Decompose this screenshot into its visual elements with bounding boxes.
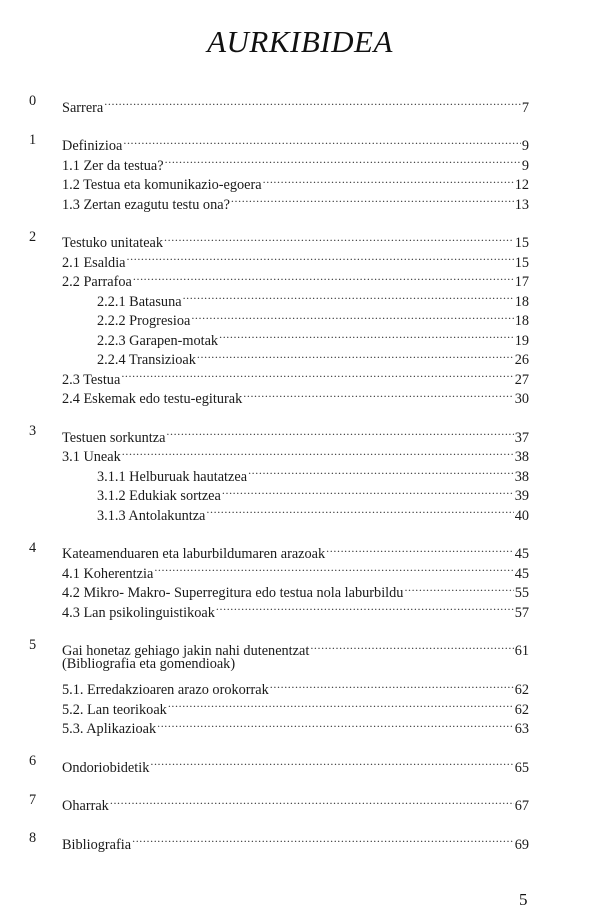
dot-leader [110,791,514,811]
entry-title: Definizioa [62,138,123,154]
dot-leader [310,636,513,656]
dot-leader [127,247,514,267]
entry-page-number: 30 [514,391,529,407]
toc-entry[interactable] [0,325,600,349]
entry-title: Oharrak [62,798,109,814]
toc-entry[interactable] [0,364,600,388]
page-title: AURKIBIDEA [207,24,393,59]
dot-leader [404,578,513,598]
dot-leader [263,170,514,190]
entry-page-number: 45 [514,565,529,582]
entry-page-number: 15 [514,254,529,271]
entry-page-number: 13 [514,196,529,213]
entry-page-number: 12 [514,177,529,193]
dot-leader [104,92,521,112]
toc-entry[interactable] [0,539,600,562]
dot-leader [121,364,513,384]
entry-title: 1.2 Testua eta komunikazio-egoera [62,177,262,193]
dot-leader [183,286,514,306]
entry-page-number: 69 [514,836,529,853]
entry-page-number: 7 [521,99,529,116]
entry-page-number: 18 [514,313,529,329]
entry-title: 3.1.1 Helburuak hautatzea [97,468,248,485]
chapter-number: 7 [29,791,37,808]
toc-entry[interactable] [0,442,600,465]
entry-line [62,829,529,855]
dot-leader [197,345,514,365]
entry-page-number: 45 [514,546,529,562]
toc-entry[interactable] [0,267,600,290]
toc-section [0,829,600,853]
entry-title: 2.2.4 Transizioak [97,352,196,368]
toc-section [0,131,600,213]
entry-line [62,384,529,410]
chapter-number: 1 [29,131,37,148]
entry-title: 1.1 Zer da testua? [62,157,164,174]
entry-title: 3.1.2 Edukiak sortzea [97,488,221,504]
toc-section [0,636,600,737]
entry-title: 4.2 Mikro- Makro- Superregitura edo testua nola laburbildu [62,585,404,601]
toc-entry[interactable] [0,422,600,446]
entry-title: Ondoriobidetik [62,759,150,776]
toc-entry[interactable] [0,752,600,776]
entry-line [62,655,529,675]
dot-leader [154,558,513,578]
toc-entry[interactable] [0,345,600,368]
toc-entry[interactable] [0,694,600,718]
toc-entry[interactable] [0,228,600,251]
toc-entry[interactable] [0,131,600,154]
entry-title: 3.1.3 Antolakuntza [97,507,206,524]
dot-leader [122,442,514,462]
toc-entry[interactable] [0,558,600,582]
dot-leader [191,306,513,326]
entry-title: Kateamenduaren eta laburbildumaren arazoak [62,546,326,562]
entry-page-number: 27 [514,371,529,388]
entry-line [62,189,529,215]
entry-title: 4.3 Lan psikolinguistikoak [62,604,215,621]
toc-entry[interactable] [0,306,600,329]
dot-leader [231,189,514,209]
chapter-number: 5 [29,636,37,653]
chapter-number: 0 [29,93,37,109]
dot-leader [243,384,513,404]
entry-title: 4.1 Koherentzia [62,565,154,582]
entry-title: Gai honetaz gehiago jakin nahi dutenentzat [62,643,310,659]
dot-leader [219,325,514,345]
entry-page-number: 15 [514,235,529,251]
toc-entry[interactable] [0,578,600,601]
toc-entry[interactable] [0,500,600,524]
entry-page-number: 38 [514,449,529,465]
entry-page-number: 40 [514,507,529,524]
toc-entry[interactable] [0,597,600,621]
toc-section [0,539,600,621]
toc-entry[interactable] [0,170,600,193]
entry-title: 2.2.1 Batasuna [97,293,182,310]
entry-title: 2.3 Testua [62,371,121,388]
entry-title: 2.1 Esaldia [62,254,126,271]
entry-page-number: 9 [521,157,529,174]
entry-title: 1.3 Zertan ezagutu testu ona? [62,196,230,213]
toc-entry[interactable] [0,92,600,116]
toc-entry[interactable] [0,150,600,174]
entry-line [62,714,529,740]
entry-line [62,92,529,118]
entry-page-number: 17 [514,274,529,290]
dot-leader [157,714,514,734]
entry-title: 5.1. Erredakzioaren arazo orokorrak [62,682,269,698]
dot-leader [123,131,521,151]
toc-section [0,791,600,814]
entry-page-number: 65 [514,759,529,776]
entry-page-number: 61 [514,643,529,659]
entry-title: 5.2. Lan teorikoak [62,701,167,718]
entry-title: Sarrera [62,99,104,116]
chapter-number: 8 [29,830,37,846]
toc-entry[interactable] [0,461,600,485]
dot-leader [270,675,514,695]
entry-page-number: 63 [514,721,529,737]
entry-page-number: 26 [514,352,529,368]
entry-page-number: 9 [521,138,529,154]
entry-page-number: 55 [514,585,529,601]
page-number: 5 [519,890,528,909]
toc-entry[interactable] [0,829,600,853]
dot-leader [164,228,514,248]
entry-page-number: 37 [514,429,529,446]
dot-leader [133,267,514,287]
entry-title: 2.4 Eskemak edo testu-egiturak [62,391,243,407]
entry-title: 2.2.2 Progresioa [97,313,191,329]
entry-page-number: 18 [514,293,529,310]
dot-leader [132,829,514,849]
toc-entry[interactable] [0,714,600,737]
entry-page-number: 67 [514,798,529,814]
entry-title: 2.2 Parrafoa [62,274,132,290]
toc-section [0,422,600,524]
dot-leader [206,500,513,520]
entry-title: (Bibliografia eta gomendioak) [62,656,236,672]
toc-entry[interactable] [0,791,600,814]
entry-title: 5.3. Aplikazioak [62,721,157,737]
entry-line [62,597,529,623]
toc-entry[interactable] [0,636,600,659]
chapter-number: 3 [29,423,37,439]
toc-section [0,752,600,776]
dot-leader [168,694,514,714]
entry-page-number: 38 [514,468,529,485]
chapter-number: 2 [29,228,37,245]
dot-leader [326,539,514,559]
entry-page-number: 62 [514,682,529,698]
entry-page-number: 62 [514,701,529,718]
dot-leader [150,752,513,772]
entry-title: Testuko unitateak [62,235,164,251]
entry-line [62,791,529,817]
entry-page-number: 57 [514,604,529,621]
entry-title: 2.2.3 Garapen-motak [97,332,219,349]
toc-entry[interactable] [0,481,600,504]
entry-title: Bibliografia [62,836,132,853]
toc-entry[interactable] [0,655,600,675]
chapter-number: 4 [29,539,37,556]
toc-entry[interactable] [0,189,600,213]
entry-title: Testuen sorkuntza [62,429,166,446]
entry-page-number: 39 [514,488,529,504]
dot-leader [165,150,521,170]
entry-page-number: 19 [514,332,529,349]
entry-line [62,752,529,778]
dot-leader [216,597,514,617]
toc-section [0,228,600,407]
toc-entry[interactable] [0,286,600,310]
dot-leader [166,422,513,442]
toc-section [0,92,600,116]
entry-title: 3.1 Uneak [62,449,121,465]
chapter-number: 6 [29,753,37,769]
dot-leader [248,461,514,481]
dot-leader [222,481,514,501]
toc-entry[interactable] [0,675,600,698]
entry-line [97,500,529,526]
toc-entry[interactable] [0,384,600,407]
table-of-contents [0,92,600,868]
toc-entry[interactable] [0,247,600,271]
